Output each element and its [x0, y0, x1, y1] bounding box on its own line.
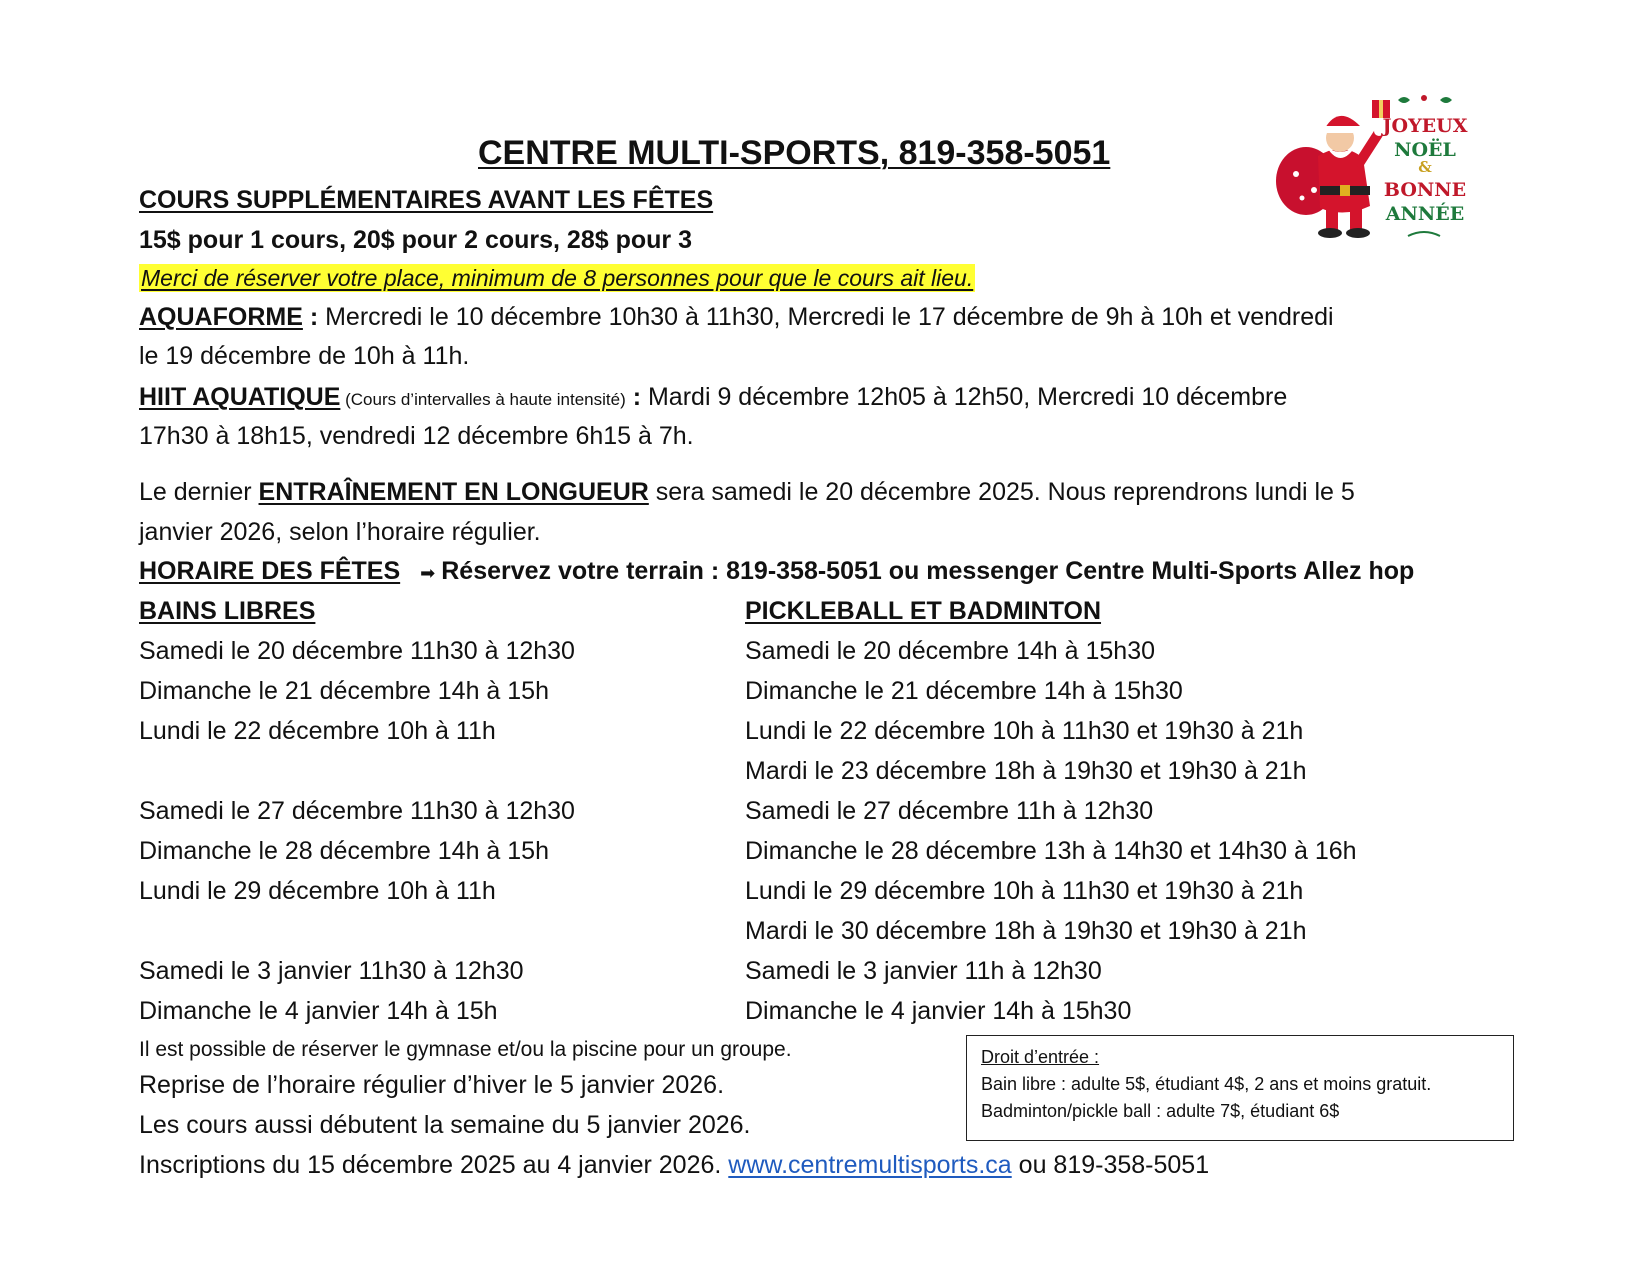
holiday-line	[139, 556, 1414, 588]
list-item: Dimanche le 21 décembre 14h à 15h30	[745, 677, 1183, 705]
greeting-line2: NOËL	[1394, 139, 1456, 161]
courses-start-note: Les cours aussi débutent la semaine du 5 janvier 2026.	[139, 1111, 751, 1139]
pickleball-heading: PICKLEBALL ET BADMINTON	[745, 597, 1102, 625]
aquaforme-schedule-cont: le 19 décembre de 10h à 11h.	[139, 342, 470, 370]
extra-courses-heading: COURS SUPPLÉMENTAIRES AVANT LES FÊTES	[139, 186, 714, 214]
list-item: Dimanche le 28 décembre 14h à 15h	[139, 837, 549, 865]
training-label: ENTRAÎNEMENT EN LONGUEUR	[258, 478, 649, 506]
aquaforme-schedule: Mercredi le 10 décembre 10h30 à 11h30, Mercredi le 17 décembre de 9h à 10h et vendredi	[325, 303, 1334, 331]
greeting-line3: BONNE	[1383, 179, 1467, 201]
hiit-schedule: Mardi 9 décembre 12h05 à 12h50, Mercredi 10 décembre	[647, 383, 1288, 411]
training-rest: sera samedi le 20 décembre 2025. Nous reprendrons lundi le 5	[648, 478, 1355, 506]
hiit-line	[139, 382, 1287, 415]
greeting-line1: JOYEUX	[1382, 115, 1468, 137]
list-item: Lundi le 22 décembre 10h à 11h	[139, 717, 496, 745]
fee-line-badminton: Badminton/pickle ball : adulte 7$, étudiant 6$	[981, 1101, 1340, 1121]
hiit-label: HIIT AQUATIQUE	[139, 383, 341, 411]
list-item: Samedi le 3 janvier 11h30 à 12h30	[139, 957, 524, 985]
holiday-reserve: Réservez votre terrain : 819-358-5051 ou messenger Centre Multi-Sports Allez hop	[441, 557, 1415, 585]
list-item	[139, 911, 575, 951]
group-note: Il est possible de réserver le gymnase et/ou la piscine pour un groupe.	[139, 1038, 792, 1061]
registration-prefix: Inscriptions du 15 décembre 2025 au 4 janvier 2026.	[139, 1151, 729, 1179]
registration-suffix: ou 819-358-5051	[1011, 1151, 1210, 1179]
greeting-line4: ANNÉE	[1385, 203, 1465, 225]
hiit-schedule-cont: 17h30 à 18h15, vendredi 12 décembre 6h15 à 7h.	[139, 422, 694, 450]
website-link[interactable]: www.centremultisports.ca	[728, 1151, 1012, 1179]
bains-libres-heading: BAINS LIBRES	[139, 597, 316, 625]
list-item: Samedi le 3 janvier 11h à 12h30	[745, 957, 1102, 985]
list-item: Samedi le 27 décembre 11h30 à 12h30	[139, 797, 575, 825]
training-line	[139, 477, 1355, 507]
registration-line	[139, 1150, 1209, 1180]
santa-greeting-illustration	[1258, 86, 1468, 246]
extra-courses-prices: 15$ pour 1 cours, 20$ pour 2 cours, 28$ pour 3	[139, 226, 692, 254]
page-title: CENTRE MULTI-SPORTS, 819-358-5051	[478, 134, 1111, 172]
training-prefix: Le dernier	[139, 478, 259, 506]
list-item	[139, 751, 575, 791]
list-item: Mardi le 30 décembre 18h à 19h30 et 19h30 à 21h	[745, 917, 1307, 945]
list-item: Dimanche le 4 janvier 14h à 15h	[139, 997, 498, 1025]
list-item: Samedi le 20 décembre 11h30 à 12h30	[139, 637, 575, 665]
fee-line-bain: Bain libre : adulte 5$, étudiant 4$, 2 ans et moins gratuit.	[981, 1074, 1432, 1094]
hiit-note: (Cours d’intervalles à haute intensité)	[340, 390, 626, 409]
aquaforme-separator: :	[302, 303, 326, 331]
hiit-separator: :	[625, 383, 648, 411]
list-item: Lundi le 29 décembre 10h à 11h	[139, 877, 496, 905]
arrow-right-icon: ➡	[420, 563, 436, 583]
bains-libres-list	[139, 631, 575, 1031]
list-item: Dimanche le 4 janvier 14h à 15h30	[745, 997, 1132, 1025]
holiday-heading: HORAIRE DES FÊTES	[139, 557, 401, 585]
fee-title: Droit d’entrée :	[981, 1047, 1100, 1067]
list-item: Samedi le 20 décembre 14h à 15h30	[745, 637, 1156, 665]
list-item: Lundi le 29 décembre 10h à 11h30 et 19h30 à 21h	[745, 877, 1304, 905]
training-line2: janvier 2026, selon l’horaire régulier.	[139, 518, 541, 546]
list-item: Mardi le 23 décembre 18h à 19h30 et 19h30 à 21h	[745, 757, 1307, 785]
list-item: Dimanche le 28 décembre 13h à 14h30 et 14h30 à 16h	[745, 837, 1357, 865]
fee-box	[966, 1035, 1514, 1141]
pickleball-list	[745, 631, 1357, 1031]
reservation-notice: Merci de réserver votre place, minimum de 8 personnes pour que le cours ait lieu.	[141, 265, 974, 291]
aquaforme-label: AQUAFORME	[139, 303, 303, 331]
list-item: Dimanche le 21 décembre 14h à 15h	[139, 677, 549, 705]
list-item: Lundi le 22 décembre 10h à 11h30 et 19h30 à 21h	[745, 717, 1304, 745]
greeting-amp: &	[1418, 158, 1432, 176]
resume-note: Reprise de l’horaire régulier d’hiver le 5 janvier 2026.	[139, 1071, 725, 1099]
aquaforme-line	[139, 302, 1334, 332]
list-item: Samedi le 27 décembre 11h à 12h30	[745, 797, 1154, 825]
